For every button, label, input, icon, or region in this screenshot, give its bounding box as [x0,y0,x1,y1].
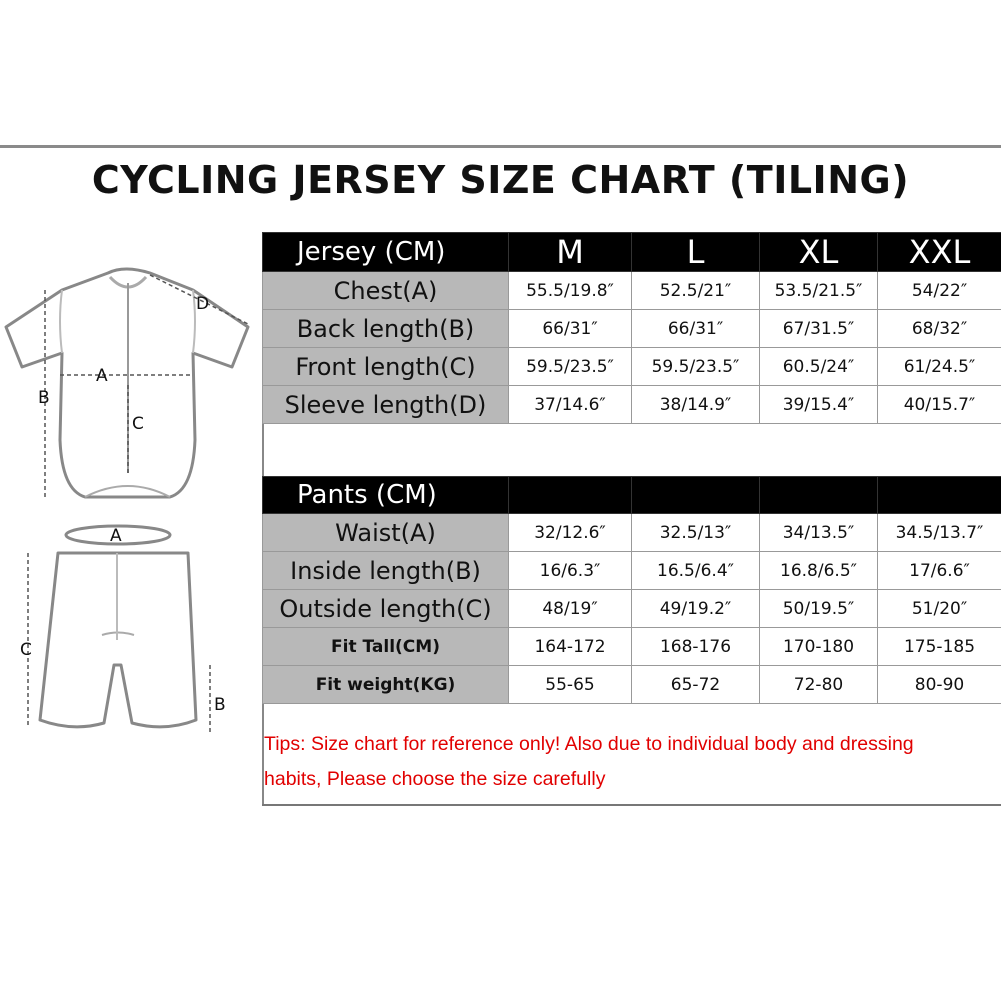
jersey-illustration [6,269,248,497]
table-cell: 65-72 [632,666,760,704]
table-cell: 32.5/13″ [632,514,760,552]
jersey-size-table [262,232,1001,424]
pants-label-c: C [20,640,32,660]
table-cell: 55.5/19.8″ [509,272,632,310]
pants-header-row [263,477,1001,514]
table-cell: 17/6.6″ [878,552,1001,590]
row-label: Inside length(B) [263,552,509,590]
table-row [263,552,1001,590]
pants-label-a: A [110,526,122,546]
header-cell [632,477,760,514]
table-cell: 39/15.4″ [760,386,878,424]
pants-header-label: Pants (CM) [263,477,509,514]
table-cell: 80-90 [878,666,1001,704]
table-cell: 37/14.6″ [509,386,632,424]
tips-note [264,727,994,797]
table-cell: 53.5/21.5″ [760,272,878,310]
table-cell: 61/24.5″ [878,348,1001,386]
pants-size-table [262,476,1001,704]
table-cell: 49/19.2″ [632,590,760,628]
table-cell: 34/13.5″ [760,514,878,552]
header-cell [760,477,878,514]
table-cell: 164-172 [509,628,632,666]
row-label: Back length(B) [263,310,509,348]
table-cell: 16.5/6.4″ [632,552,760,590]
table-row [263,386,1001,424]
table-cell: 16.8/6.5″ [760,552,878,590]
table-cell: 170-180 [760,628,878,666]
table-cell: 66/31″ [509,310,632,348]
table-row [263,628,1001,666]
table-cell: 40/15.7″ [878,386,1001,424]
table-cell: 175-185 [878,628,1001,666]
row-label: Fit Tall(CM) [263,628,509,666]
garment-diagram [0,235,262,805]
header-cell [509,477,632,514]
row-label: Chest(A) [263,272,509,310]
table-cell: 55-65 [509,666,632,704]
bottom-divider [262,804,1001,806]
row-label: Fit weight(KG) [263,666,509,704]
table-cell: 59.5/23.5″ [632,348,760,386]
jersey-label-d: D [196,294,210,314]
page-title: CYCLING JERSEY SIZE CHART (TILING) [91,158,910,202]
jersey-label-b: B [38,388,50,408]
pants-label-b: B [214,695,226,715]
row-label: Front length(C) [263,348,509,386]
row-label: Sleeve length(D) [263,386,509,424]
jersey-header-label: Jersey (CM) [263,233,509,272]
table-cell: 59.5/23.5″ [509,348,632,386]
jersey-label-a: A [96,366,108,386]
table-row [263,514,1001,552]
jersey-label-c: C [132,414,144,434]
table-cell: 66/31″ [632,310,760,348]
table-cell: 54/22″ [878,272,1001,310]
table-cell: 48/19″ [509,590,632,628]
size-xxl: XXL [878,233,1001,272]
table-cell: 50/19.5″ [760,590,878,628]
measurement-diagram-panel [0,235,264,805]
tips-line-1: Tips: Size chart for reference only! Also due to individual body and dressing [264,733,914,755]
row-label: Outside length(C) [263,590,509,628]
header-cell [878,477,1001,514]
row-label: Waist(A) [263,514,509,552]
table-cell: 38/14.9″ [632,386,760,424]
table-row [263,310,1001,348]
top-divider [0,145,1001,148]
table-cell: 68/32″ [878,310,1001,348]
table-cell: 32/12.6″ [509,514,632,552]
table-row [263,348,1001,386]
table-cell: 60.5/24″ [760,348,878,386]
table-cell: 168-176 [632,628,760,666]
tips-line-2: habits, Please choose the size carefully [264,768,606,790]
size-l: L [632,233,760,272]
table-row [263,590,1001,628]
table-row [263,272,1001,310]
table-cell: 16/6.3″ [509,552,632,590]
jersey-header-row [263,233,1001,272]
table-cell: 52.5/21″ [632,272,760,310]
table-cell: 72-80 [760,666,878,704]
size-m: M [509,233,632,272]
table-cell: 67/31.5″ [760,310,878,348]
table-cell: 51/20″ [878,590,1001,628]
size-xl: XL [760,233,878,272]
table-row [263,666,1001,704]
table-cell: 34.5/13.7″ [878,514,1001,552]
pants-illustration [40,526,196,727]
